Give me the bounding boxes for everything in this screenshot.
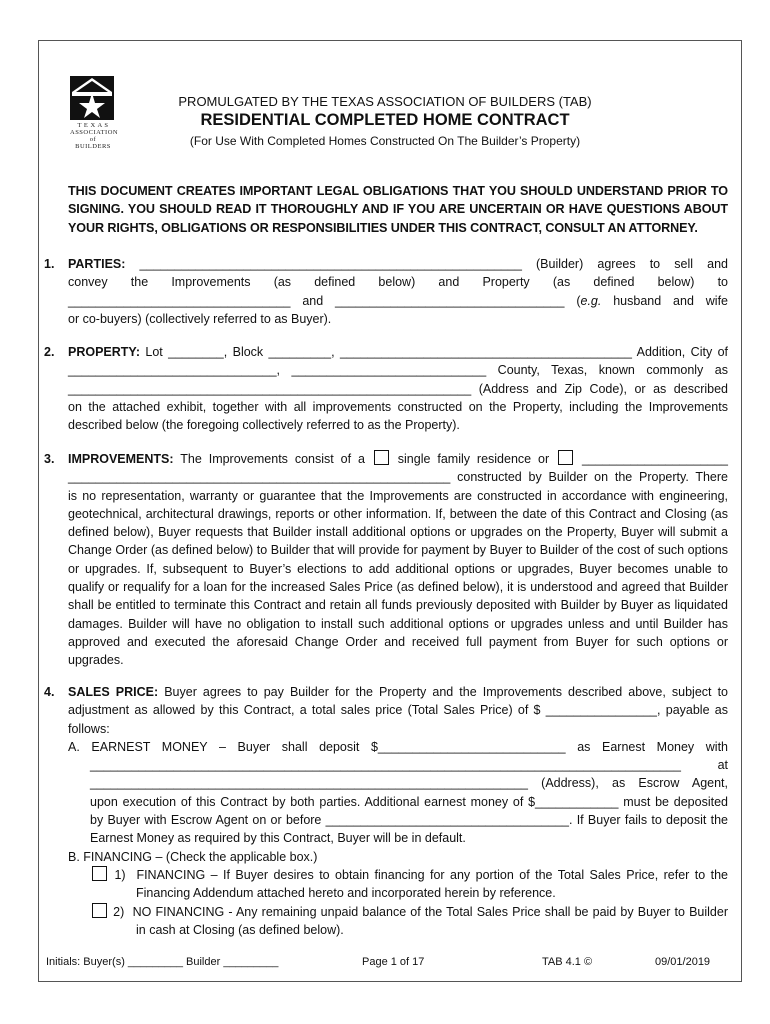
section-improvements: 3. IMPROVEMENTS: The Improvements consist of a single family residence or _____________________ _______________________________________________________ constructed by Builder on the Property. There is no representation, warranty or guarantee that the Improvements are constructed in accordance with engineering, geotechnical, architectural drawings, reports or other information. If, between the date of this Contract and Closing (as defined below), Buyer requests that Builder install additional options or upgrades on the Property, Buyer will submit a Change Order (as defined below) to Builder that will provide for payment by Buyer to Builder of the cost of such options or upgrades. If, subsequent to Buyer’s elections to add additional options or upgrades, Buyer becomes unable to qualify or requalify for a loan for the increased Sales Price (as defined below), it is understood and agreed that Builder shall be entitled to terminate this Contract and retain all funds previously deposited with Builder by Buyer as liquidated damages. Builder will have no obligation to install such additional options or upgrades unless and until Builder has approved and executed the aforesaid Change Order and received full payment from Buyer for such options or upgrades.	[44, 450, 728, 670]
initials-field[interactable]: Initials: Buyer(s) _________ Builder _________	[46, 956, 279, 968]
other-improvement-blank[interactable]: _____________________	[581, 452, 728, 466]
section-number: 4.	[44, 685, 55, 699]
document-subtitle: (For Use With Completed Homes Constructed On The Builder’s Property)	[189, 134, 581, 148]
document-title: RESIDENTIAL COMPLETED HOME CONTRACT	[200, 111, 570, 129]
form-date: 09/01/2019	[655, 956, 711, 968]
parties-builder-blank[interactable]: _______________________________________________________ (Builder) agrees to sell and	[139, 257, 728, 271]
escrow-address-blank[interactable]: _______________________________________________________________ (Address), as Escrow Agent,	[90, 776, 728, 791]
property-city-county-blank[interactable]: ______________________________, ____________________________ County, Texas, known commonly as	[68, 363, 728, 378]
parties-line: or co-buyers) (collectively referred to as Buyer).	[68, 311, 332, 326]
other-improvement-checkbox[interactable]	[558, 450, 573, 465]
texas-star-icon	[70, 76, 114, 120]
promulgated-line: PROMULGATED BY THE TEXAS ASSOCIATION OF BUILDERS (TAB)	[178, 94, 592, 109]
financing-heading: B. FINANCING – (Check the applicable box.)	[68, 849, 318, 864]
additional-earnest-blank[interactable]: upon execution of this Contract by both parties. Additional earnest money of $____________ must be deposited	[90, 794, 728, 809]
section-heading: IMPROVEMENTS:	[68, 452, 174, 466]
total-sales-price-blank[interactable]: adjustment as allowed by this Contract, a total sales price (Total Sales Price) of $ ________________, payable as	[68, 703, 728, 718]
earnest-money-line[interactable]: A. EARNEST MONEY – Buyer shall deposit $___________________________ as Earnest Money with	[68, 739, 728, 754]
escrow-agent-blank[interactable]: _____________________________________________________________________________________ at	[90, 758, 728, 773]
improvements-paragraph: is no representation, warranty or guarantee that the Improvements are constructed in accordance with engineering, geotechnical, architectural drawings, reports or other information. If, between the date of this Contract and Closing (as defined below), Buyer requests that Builder install additional options or upgrades on the Property, Buyer will submit a Change Order (as defined below) to Builder that will provide for payment by Buyer to Builder of the cost of such options or upgrades. If, subsequent to Buyer’s elections to add additional options or upgrades, Buyer becomes unable to qualify or requalify for a loan for the increased Sales Price (as defined below), it is understood and agreed that Builder shall be entitled to terminate this Contract and retain all funds previously deposited with Builder by Buyer as liquidated damages. Builder will have no obligation to install such additional options or upgrades unless and until Builder has approved and executed the aforesaid Change Order and received full payment from Buyer for such options or upgrades.	[68, 488, 728, 668]
section-heading: PARTIES:	[68, 257, 126, 271]
improvements-blank-line[interactable]: _______________________________________________________ constructed by Builder on the Property. There	[68, 470, 728, 485]
no-financing-checkbox[interactable]	[92, 903, 107, 918]
tab-logo	[70, 76, 119, 160]
form-number: TAB 4.1 ©	[542, 956, 593, 968]
property-address-blank[interactable]: __________________________________________________________ (Address and Zip Code), or as described	[68, 381, 728, 396]
deposit-date-blank[interactable]: by Buyer with Escrow Agent on or before ___________________________________. If Buyer fails to deposit the	[90, 813, 728, 828]
legal-warning: THIS DOCUMENT CREATES IMPORTANT LEGAL OBLIGATIONS THAT YOU SHOULD UNDERSTAND PRIOR TO SIGNING. YOU SHOULD READ IT THOROUGHLY AND IF YOU ARE UNCERTAIN OR HAVE QUESTIONS ABOUT YOUR RIGHTS, OBLIGATIONS OR RESPONSIBILITIES UNDER THIS CONTRACT, CONSULT AN ATTORNEY.	[68, 184, 728, 235]
property-line: described below (the foregoing collectively referred to as the Property).	[68, 418, 460, 433]
section-heading: PROPERTY:	[68, 345, 140, 359]
property-lot-block-blank[interactable]: Lot ________, Block _________, __________________________________________ Addition, City of	[145, 345, 728, 359]
section-parties: 1. PARTIES: _______________________________________________________ (Builder) agrees to sell and convey the Improvements (as defined below) and Property (as defined below) to ________________________________ and _________________________________ (e.g. husband and wife or co-buyers) (collectively referred to as Buyer).	[44, 255, 728, 328]
section-heading: SALES PRICE:	[68, 685, 159, 699]
section-number: 3.	[44, 452, 55, 466]
parties-buyer-blanks[interactable]: ________________________________ and _________________________________ (	[68, 293, 581, 308]
parties-line: convey the Improvements (as defined below) and Property (as defined below) to	[68, 275, 728, 290]
financing-checkbox[interactable]	[92, 866, 107, 881]
property-line: on the attached exhibit, together with all improvements constructed on the Property, including the Improvements	[68, 399, 728, 414]
logo-caption: T E X A S ASSOCIATION of BUILDERS	[70, 122, 119, 150]
single-family-checkbox[interactable]	[374, 450, 389, 465]
page-number: Page 1 of 17	[362, 956, 425, 968]
section-property	[44, 343, 728, 434]
section-number: 1.	[44, 257, 55, 271]
section-number: 2.	[44, 345, 55, 359]
section-sales-price: 4. SALES PRICE: Buyer agrees to pay Builder for the Property and the Improvements described above, subject to adjustment as allowed by this Contract, a total sales price (Total Sales Price) of $ ________________, payable as follows: A. EARNEST MONEY – Buyer shall deposit $___________________________ as Earnest Money with _____________________________________________________________________________________ at _______________________________________________________________ (Address), as Escrow Agent, upon execution of this Contract by both parties. Additional earnest money of $____________ must be deposited by Buyer with Escrow Agent on or before ___________________________________. If Buyer fails to deposit the Earnest Money as required by this Contract, Buyer will be in default. B. FINANCING – (Check the applicable box.) 1) FINANCING – If Buyer desires to obtain financing for any portion of the Total Sales Price, refer to the Financing Addendum attached hereto and incorporated herein by reference. 2) NO FINANCING - Any remaining unpaid balance of the Total Sales Price shall be paid by Buyer to Builder in cash at Closing (as defined below).	[44, 685, 729, 937]
